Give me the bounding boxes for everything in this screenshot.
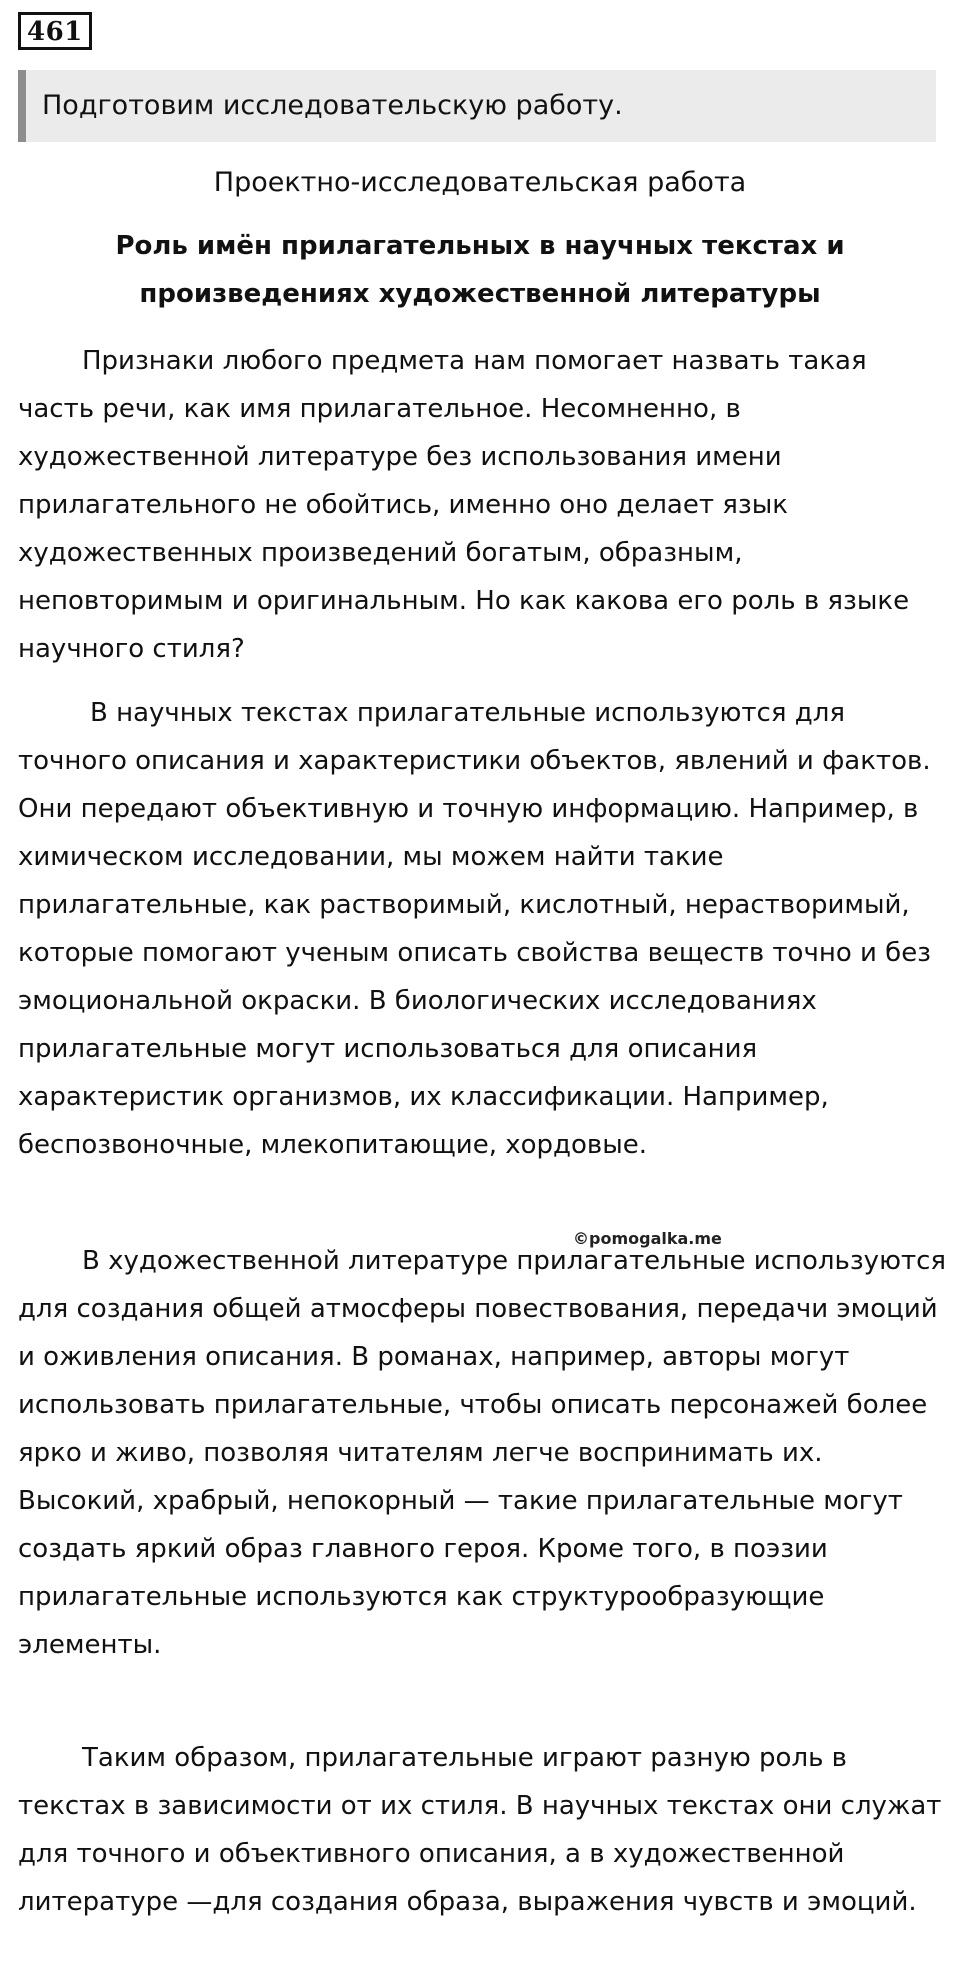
task-number: 461	[18, 12, 92, 50]
watermark: ©pomogalka.me	[573, 1229, 722, 1248]
task-instruction: Подготовим исследовательскую работу.	[42, 90, 623, 121]
paragraph-literary: В художественной литературе прилагательные используются для создания общей атмосферы повествования, передачи эмоций и оживления описания. В романах, например, авторы могут использовать прилагательные, чтобы описать персонажей более ярко и живо, позволяя читателям легче воспринимать их. Высокий, храбрый, непокорный — такие прилагательные могут создать яркий образ главного героя. Кроме того, в поэзии прилагательные используются как структурообразующие элементы.	[18, 1246, 947, 1660]
task-instruction-bar	[18, 70, 936, 142]
document-subtitle: Проектно-исследовательская работа	[213, 167, 747, 198]
paragraph-conclusion: Таким образом, прилагательные играют разную роль в текстах в зависимости от их стиля. В научных текстах они служат для точного и объективного описания, а в художественной литературе —для создания образа, выражения чувств и эмоций.	[18, 1743, 942, 1917]
paragraph-scientific: В научных текстах прилагательные используются для точного описания и характеристики объектов, явлений и фактов. Они передают объективную и точную информацию. Например, в химическом исследовании, мы можем найти такие прилагательные, как растворимый, кислотный, нерастворимый, которые помогают ученым описать свойства веществ точно и без эмоциональной окраски. В биологических исследованиях прилагательные могут использоваться для описания характеристик организмов, их классификации. Например, беспозвоночные, млекопитающие, хордовые.	[18, 698, 932, 1160]
document-title: Роль имён прилагательных в научных текстах и произведениях художественной литературы	[115, 231, 845, 309]
paragraph-intro: Признаки любого предмета нам помогает назвать такая часть речи, как имя прилагательное. Несомненно, в художественной литературе без использования имени прилагательного не обойтись, именно оно делает язык художественных произведений богатым, образным, неповторимым и оригинальным. Но как какова его роль в языке научного стиля?	[18, 346, 910, 664]
